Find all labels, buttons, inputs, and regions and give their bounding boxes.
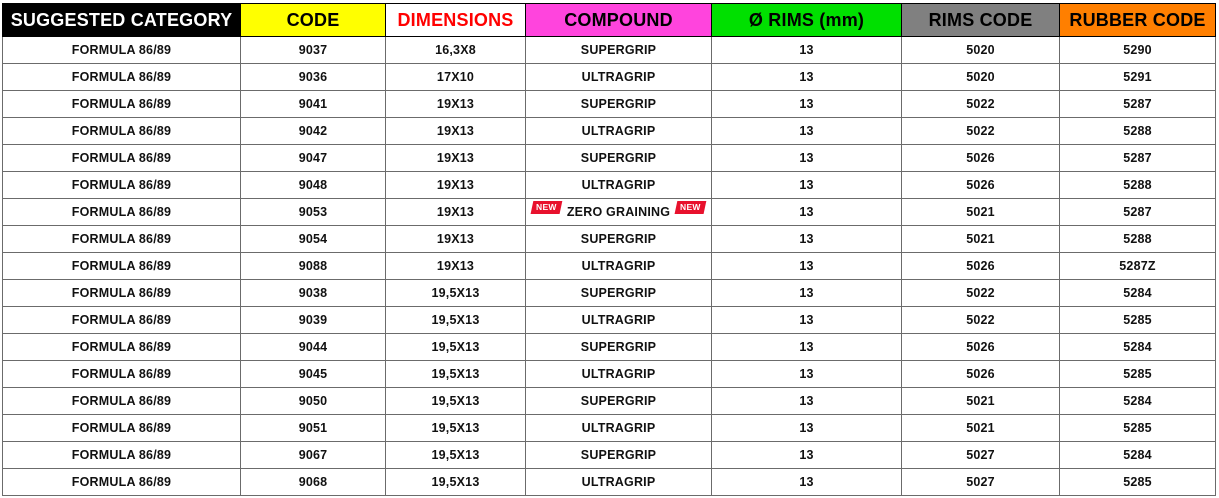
cell-rims: 13 <box>712 37 902 64</box>
cell-rims_code: 5022 <box>902 91 1060 118</box>
cell-rims: 13 <box>712 64 902 91</box>
table-row <box>3 118 1216 145</box>
cell-dimensions: 19X13 <box>386 91 526 118</box>
cell-rims: 13 <box>712 469 902 496</box>
cell-rubber_code: 5284 <box>1060 442 1216 469</box>
column-header-dimensions: DIMENSIONS <box>386 4 526 37</box>
cell-rims: 13 <box>712 280 902 307</box>
cell-code: 9047 <box>241 145 386 172</box>
table-row <box>3 307 1216 334</box>
cell-rims: 13 <box>712 307 902 334</box>
cell-rims_code: 5027 <box>902 469 1060 496</box>
cell-rims_code: 5020 <box>902 64 1060 91</box>
cell-rubber_code: 5285 <box>1060 415 1216 442</box>
compound-label: ULTRAGRIP <box>581 475 656 489</box>
table-row <box>3 145 1216 172</box>
cell-compound <box>526 253 712 280</box>
compound-label: SUPERGRIP <box>580 286 657 300</box>
cell-category: FORMULA 86/89 <box>3 388 241 415</box>
cell-rubber_code: 5288 <box>1060 118 1216 145</box>
new-badge-label: NEW <box>680 201 701 212</box>
table-row <box>3 199 1216 226</box>
compound-label: ULTRAGRIP <box>581 259 656 273</box>
compound-label: ZERO GRAINING <box>566 205 671 219</box>
cell-rubber_code: 5287 <box>1060 145 1216 172</box>
cell-category: FORMULA 86/89 <box>3 280 241 307</box>
cell-rims_code: 5021 <box>902 415 1060 442</box>
header-row <box>3 4 1216 37</box>
cell-rubber_code: 5290 <box>1060 37 1216 64</box>
cell-compound <box>526 172 712 199</box>
column-header-code: CODE <box>241 4 386 37</box>
cell-dimensions: 19,5X13 <box>386 280 526 307</box>
cell-category: FORMULA 86/89 <box>3 361 241 388</box>
cell-rims: 13 <box>712 91 902 118</box>
cell-rims: 13 <box>712 199 902 226</box>
column-header-category: SUGGESTED CATEGORY <box>3 4 241 37</box>
cell-code: 9050 <box>241 388 386 415</box>
cell-category: FORMULA 86/89 <box>3 91 241 118</box>
compound-label: SUPERGRIP <box>580 394 657 408</box>
compound-label: ULTRAGRIP <box>581 367 656 381</box>
cell-category: FORMULA 86/89 <box>3 118 241 145</box>
cell-code: 9045 <box>241 361 386 388</box>
cell-dimensions: 19,5X13 <box>386 442 526 469</box>
cell-dimensions: 19,5X13 <box>386 388 526 415</box>
cell-rims_code: 5020 <box>902 37 1060 64</box>
table-row <box>3 469 1216 496</box>
cell-dimensions: 19,5X13 <box>386 361 526 388</box>
cell-category: FORMULA 86/89 <box>3 334 241 361</box>
compound-label: SUPERGRIP <box>580 151 657 165</box>
table-header <box>3 4 1216 37</box>
cell-code: 9053 <box>241 199 386 226</box>
table-row <box>3 253 1216 280</box>
compound-content <box>526 91 711 117</box>
compound-content <box>526 280 711 306</box>
compound-content <box>526 145 711 171</box>
compound-content <box>526 172 711 198</box>
cell-code: 9068 <box>241 469 386 496</box>
compound-content <box>526 118 711 144</box>
compound-content <box>526 64 711 90</box>
compound-label: ULTRAGRIP <box>581 124 656 138</box>
cell-category: FORMULA 86/89 <box>3 226 241 253</box>
cell-rims_code: 5021 <box>902 388 1060 415</box>
cell-compound <box>526 226 712 253</box>
cell-rubber_code: 5285 <box>1060 469 1216 496</box>
compound-content <box>526 37 711 63</box>
table-row <box>3 334 1216 361</box>
cell-rims_code: 5026 <box>902 172 1060 199</box>
cell-category: FORMULA 86/89 <box>3 199 241 226</box>
compound-content <box>526 307 711 333</box>
table-body <box>3 37 1216 496</box>
compound-content <box>526 415 711 441</box>
cell-dimensions: 19X13 <box>386 145 526 172</box>
cell-code: 9088 <box>241 253 386 280</box>
cell-category: FORMULA 86/89 <box>3 145 241 172</box>
cell-category: FORMULA 86/89 <box>3 469 241 496</box>
table-row <box>3 91 1216 118</box>
cell-category: FORMULA 86/89 <box>3 64 241 91</box>
cell-compound <box>526 442 712 469</box>
column-header-rims_code: RIMS CODE <box>902 4 1060 37</box>
cell-category: FORMULA 86/89 <box>3 442 241 469</box>
table-row <box>3 64 1216 91</box>
cell-dimensions: 17X10 <box>386 64 526 91</box>
cell-rims_code: 5026 <box>902 361 1060 388</box>
compound-content <box>526 226 711 252</box>
compound-content <box>526 361 711 387</box>
cell-rims_code: 5026 <box>902 334 1060 361</box>
cell-dimensions: 19,5X13 <box>386 415 526 442</box>
compound-content <box>526 442 711 468</box>
compound-content <box>526 334 711 360</box>
cell-rims: 13 <box>712 442 902 469</box>
cell-rubber_code: 5284 <box>1060 388 1216 415</box>
cell-compound <box>526 388 712 415</box>
cell-rims_code: 5026 <box>902 253 1060 280</box>
cell-rims: 13 <box>712 334 902 361</box>
new-badge-right <box>675 201 706 214</box>
cell-rims: 13 <box>712 118 902 145</box>
cell-rubber_code: 5287 <box>1060 91 1216 118</box>
cell-compound <box>526 64 712 91</box>
cell-compound <box>526 118 712 145</box>
cell-category: FORMULA 86/89 <box>3 253 241 280</box>
cell-category: FORMULA 86/89 <box>3 307 241 334</box>
cell-rims_code: 5026 <box>902 145 1060 172</box>
cell-category: FORMULA 86/89 <box>3 172 241 199</box>
cell-rims: 13 <box>712 388 902 415</box>
cell-rubber_code: 5288 <box>1060 226 1216 253</box>
compound-content <box>526 469 711 495</box>
cell-dimensions: 19,5X13 <box>386 307 526 334</box>
new-badge-left <box>531 201 562 214</box>
cell-code: 9048 <box>241 172 386 199</box>
compound-label: SUPERGRIP <box>580 43 657 57</box>
cell-code: 9051 <box>241 415 386 442</box>
cell-dimensions: 19X13 <box>386 199 526 226</box>
cell-rims_code: 5022 <box>902 118 1060 145</box>
cell-rims_code: 5021 <box>902 226 1060 253</box>
table-row <box>3 361 1216 388</box>
cell-code: 9044 <box>241 334 386 361</box>
cell-compound <box>526 37 712 64</box>
cell-rims_code: 5022 <box>902 280 1060 307</box>
cell-rims: 13 <box>712 145 902 172</box>
new-badge-label: NEW <box>536 201 557 212</box>
cell-code: 9054 <box>241 226 386 253</box>
product-spec-table <box>2 3 1216 496</box>
cell-rubber_code: 5284 <box>1060 280 1216 307</box>
cell-rubber_code: 5285 <box>1060 307 1216 334</box>
cell-compound <box>526 307 712 334</box>
cell-dimensions: 19X13 <box>386 253 526 280</box>
table-row <box>3 280 1216 307</box>
compound-label: ULTRAGRIP <box>581 421 656 435</box>
column-header-rims: Ø RIMS (mm) <box>712 4 902 37</box>
cell-code: 9036 <box>241 64 386 91</box>
cell-compound <box>526 91 712 118</box>
cell-dimensions: 16,3X8 <box>386 37 526 64</box>
table-row <box>3 388 1216 415</box>
compound-label: ULTRAGRIP <box>581 70 656 84</box>
cell-rims: 13 <box>712 415 902 442</box>
cell-compound <box>526 280 712 307</box>
compound-content <box>526 253 711 279</box>
compound-label: SUPERGRIP <box>580 340 657 354</box>
cell-rims_code: 5027 <box>902 442 1060 469</box>
column-header-compound: COMPOUND <box>526 4 712 37</box>
cell-rubber_code: 5285 <box>1060 361 1216 388</box>
cell-dimensions: 19X13 <box>386 226 526 253</box>
cell-dimensions: 19X13 <box>386 172 526 199</box>
cell-compound <box>526 361 712 388</box>
cell-rims: 13 <box>712 172 902 199</box>
cell-rubber_code: 5287 <box>1060 199 1216 226</box>
cell-rubber_code: 5284 <box>1060 334 1216 361</box>
cell-rims_code: 5021 <box>902 199 1060 226</box>
table-row <box>3 442 1216 469</box>
cell-rims: 13 <box>712 253 902 280</box>
table-row <box>3 172 1216 199</box>
cell-category: FORMULA 86/89 <box>3 37 241 64</box>
table-row <box>3 415 1216 442</box>
cell-code: 9067 <box>241 442 386 469</box>
compound-label: SUPERGRIP <box>580 97 657 111</box>
cell-code: 9042 <box>241 118 386 145</box>
compound-label: SUPERGRIP <box>580 232 657 246</box>
cell-compound <box>526 415 712 442</box>
cell-code: 9038 <box>241 280 386 307</box>
compound-label: ULTRAGRIP <box>581 178 656 192</box>
cell-compound <box>526 334 712 361</box>
cell-compound <box>526 145 712 172</box>
compound-content <box>526 388 711 414</box>
cell-code: 9041 <box>241 91 386 118</box>
compound-label: ULTRAGRIP <box>581 313 656 327</box>
cell-rims: 13 <box>712 226 902 253</box>
cell-rims_code: 5022 <box>902 307 1060 334</box>
cell-code: 9039 <box>241 307 386 334</box>
cell-category: FORMULA 86/89 <box>3 415 241 442</box>
cell-rubber_code: 5288 <box>1060 172 1216 199</box>
table-row <box>3 37 1216 64</box>
cell-rubber_code: 5287Z <box>1060 253 1216 280</box>
cell-dimensions: 19,5X13 <box>386 469 526 496</box>
cell-rubber_code: 5291 <box>1060 64 1216 91</box>
table-row <box>3 226 1216 253</box>
compound-label: SUPERGRIP <box>580 448 657 462</box>
column-header-rubber_code: RUBBER CODE <box>1060 4 1216 37</box>
cell-dimensions: 19,5X13 <box>386 334 526 361</box>
cell-code: 9037 <box>241 37 386 64</box>
cell-dimensions: 19X13 <box>386 118 526 145</box>
cell-compound <box>526 199 712 226</box>
cell-rims: 13 <box>712 361 902 388</box>
cell-compound <box>526 469 712 496</box>
compound-content <box>526 199 711 225</box>
